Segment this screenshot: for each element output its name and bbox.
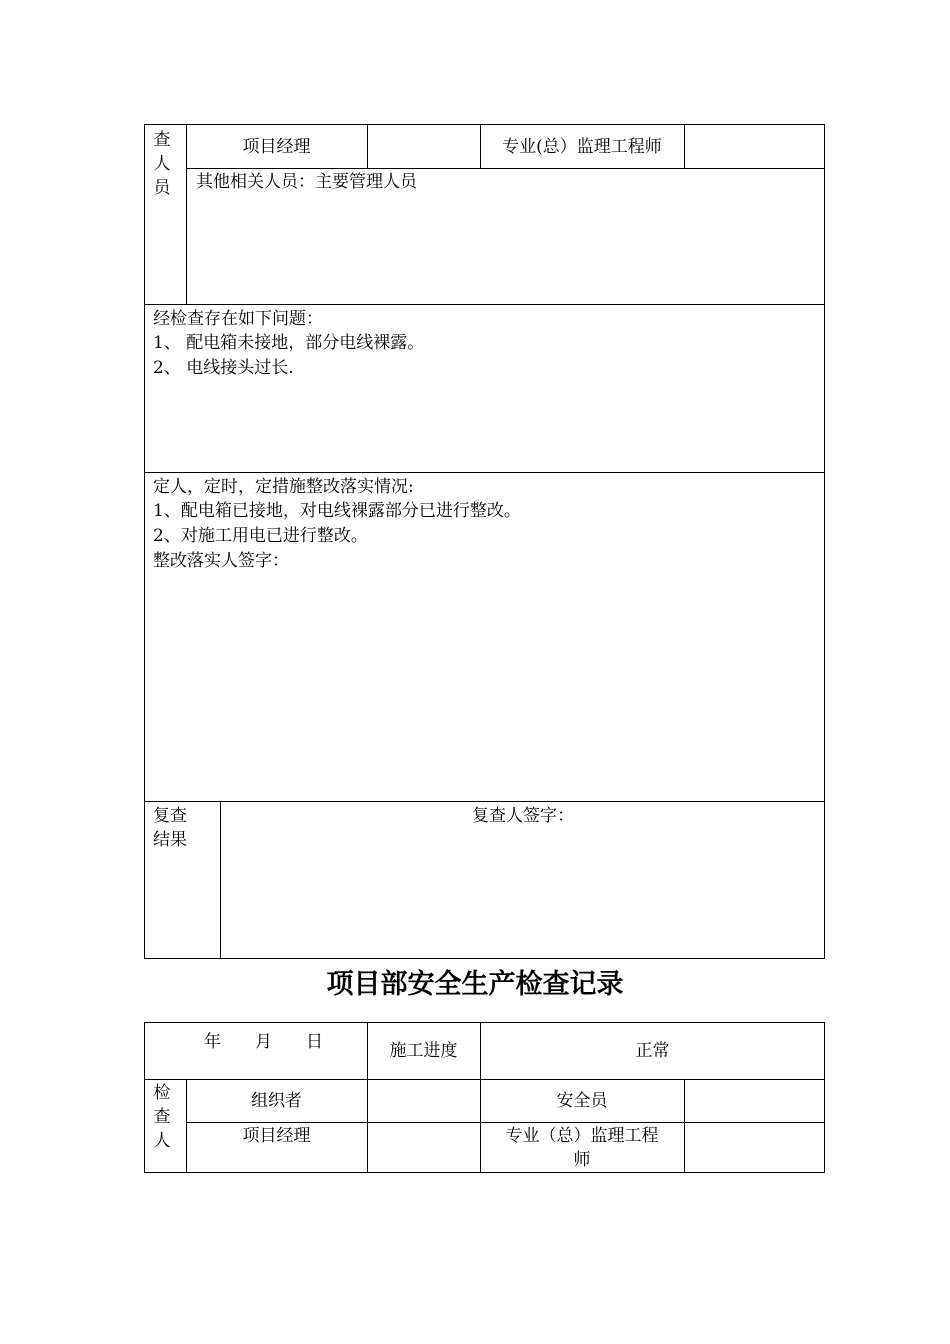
table1-col-divider	[367, 124, 368, 168]
table1-row-divider	[186, 168, 825, 169]
problem-item: 1、 配电箱未接地，部分电线裸露。	[153, 333, 425, 353]
date-label: 年 月 日	[204, 1032, 323, 1052]
construction-progress-value: 正常	[635, 1041, 670, 1061]
rectification-signature-label: 整改落实人签字：	[153, 551, 289, 571]
recheck-label: 复查	[153, 806, 187, 826]
problems-heading: 经检查存在如下问题：	[153, 309, 323, 329]
organizer-label: 组织者	[251, 1091, 302, 1111]
problem-item: 2、 电线接头过长.	[153, 358, 294, 378]
recheck-signature-label: 复查人签字：	[472, 806, 574, 826]
table2-row-divider	[144, 1079, 825, 1080]
supervisor-label: 专业(总）监理工程师	[502, 137, 662, 157]
rectification-heading: 定人，定时，定措施整改落实情况:	[153, 477, 414, 497]
safety-officer-label: 安全员	[556, 1091, 608, 1111]
table2-row-divider	[186, 1122, 825, 1123]
inspector-side-label: 查人员	[153, 130, 171, 198]
page-title: 项目部安全生产检查记录	[326, 969, 624, 1000]
inspector-side-label: 检查人	[153, 1083, 171, 1151]
table1-row-divider	[144, 304, 825, 305]
table1-row-divider	[144, 801, 825, 802]
table2-col-divider	[684, 1079, 685, 1173]
project-manager-label: 项目经理	[242, 137, 311, 157]
rectification-item: 1、配电箱已接地，对电线裸露部分已进行整改。	[153, 501, 521, 521]
recheck-label: 结果	[153, 830, 187, 850]
project-manager-label: 项目经理	[242, 1126, 311, 1146]
rectification-item: 2、对施工用电已进行整改。	[153, 526, 368, 546]
construction-progress-label: 施工进度	[389, 1041, 458, 1061]
supervisor-label: 专业（总）监理工程	[505, 1126, 659, 1146]
supervisor-label: 师	[573, 1150, 591, 1170]
table1-row-divider	[144, 472, 825, 473]
other-personnel-label: 其他相关人员：主要管理人员	[196, 172, 417, 192]
table1-col-divider	[684, 124, 685, 168]
